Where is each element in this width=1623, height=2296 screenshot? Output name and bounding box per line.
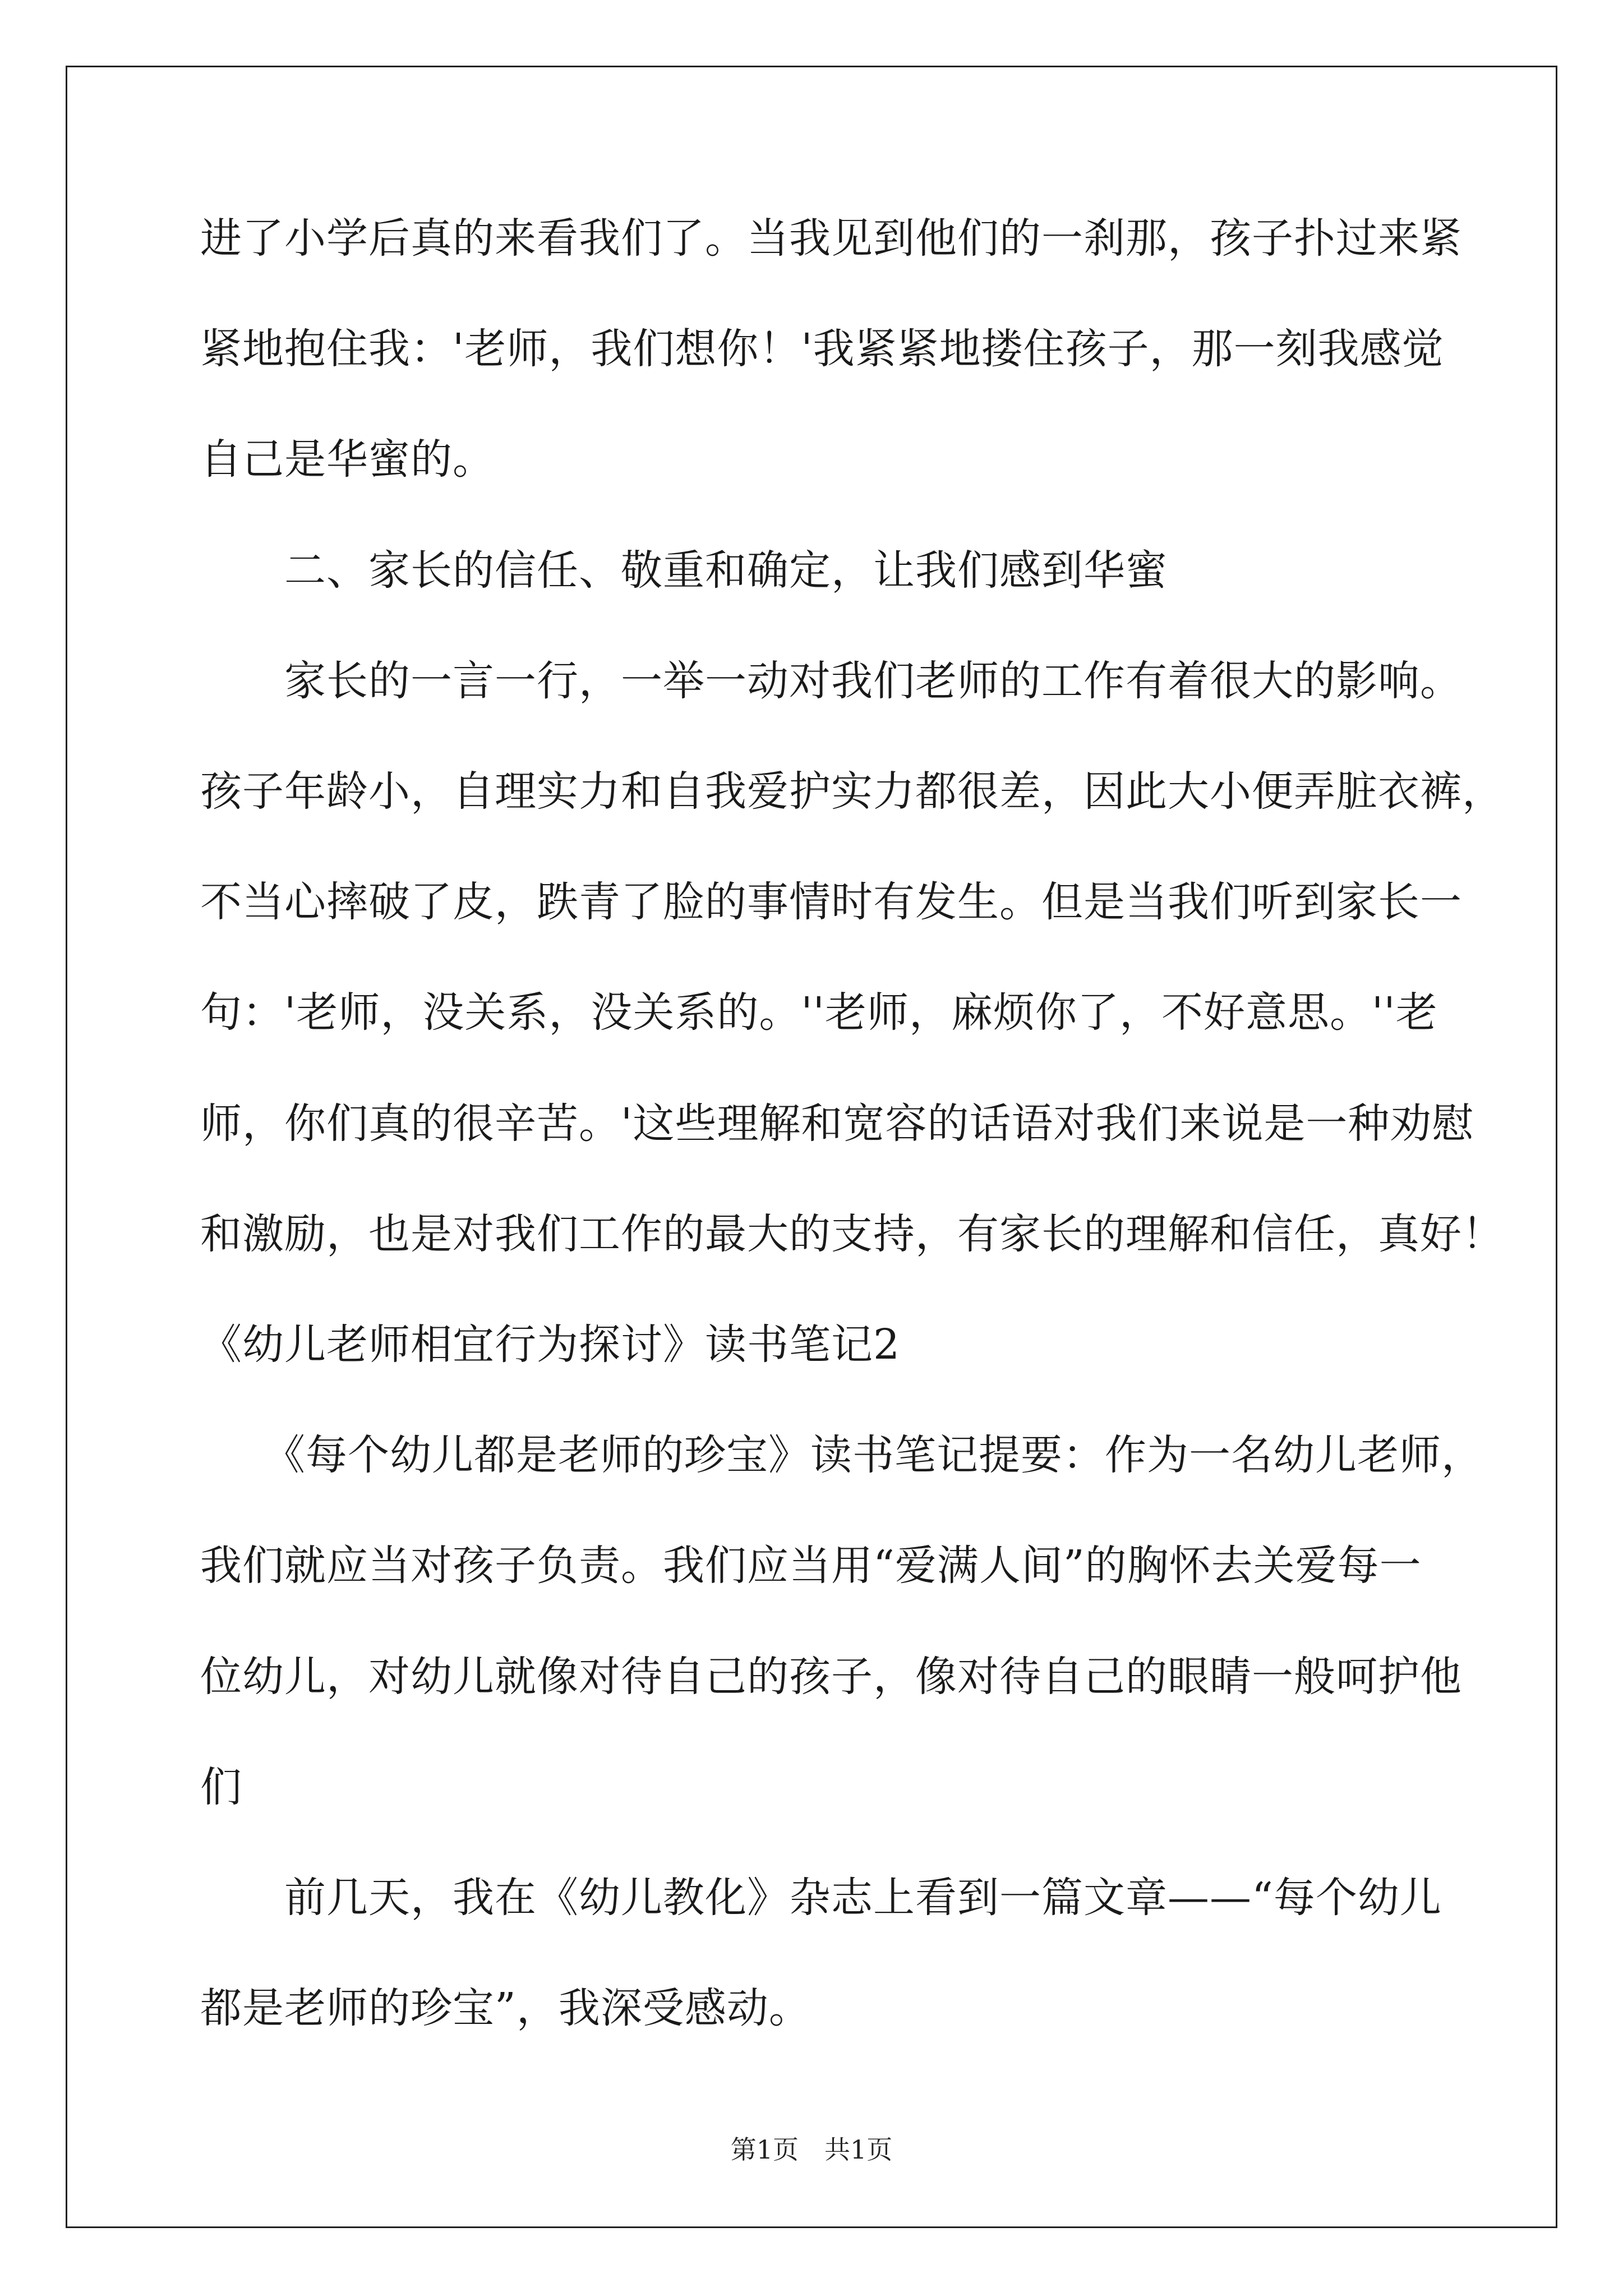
section-heading: 二、家长的信任、敬重和确定，让我们感到华蜜 (200, 546, 1168, 595)
text-line: 前几天，我在《幼儿教化》杂志上看到一篇文章——“每个幼儿 (200, 1874, 1442, 1922)
text-line: 和激励，也是对我们工作的最大的支持，有家长的理解和信任，真好！ (200, 1210, 1504, 1258)
text-line: 都是老师的珍宝”，我深受感动。 (200, 1984, 811, 2032)
text-line: 师，你们真的很辛苦。'这些理解和宽容的话语对我们来说是一种劝慰 (200, 1099, 1474, 1148)
text-line: 孩子年龄小，自理实力和自我爱护实力都很差，因此大小便弄脏衣裤， (200, 767, 1504, 816)
text-line: 自己是华蜜的。 (200, 435, 495, 484)
text-line: 家长的一言一行，一举一动对我们老师的工作有着很大的影响。 (200, 657, 1462, 705)
text-line: 不当心摔破了皮，跌青了脸的事情时有发生。但是当我们听到家长一 (200, 878, 1462, 926)
text-line: 句：'老师，没关系，没关系的。''老师，麻烦你了，不好意思。''老 (200, 988, 1438, 1037)
text-line: 紧地抱住我：'老师，我们想你！'我紧紧地搂住孩子，那一刻我感觉 (200, 325, 1444, 373)
page-footer: 第1页 共1页 (730, 2134, 893, 2165)
text-line: 们 (200, 1763, 242, 1811)
article-title: 《幼儿老师相宜行为探讨》读书笔记2 (200, 1320, 901, 1369)
text-line: 我们就应当对孩子负责。我们应当用“爱满人间”的胸怀去关爱每一 (200, 1542, 1422, 1590)
text-line: 进了小学后真的来看我们了。当我见到他们的一刹那，孩子扑过来紧 (200, 214, 1462, 263)
text-line: 《每个幼儿都是老师的珍宝》读书笔记提要：作为一名幼儿老师， (200, 1431, 1483, 1479)
text-line: 位幼儿，对幼儿就像对待自己的孩子，像对待自己的眼睛一般呵护他 (200, 1653, 1462, 1701)
